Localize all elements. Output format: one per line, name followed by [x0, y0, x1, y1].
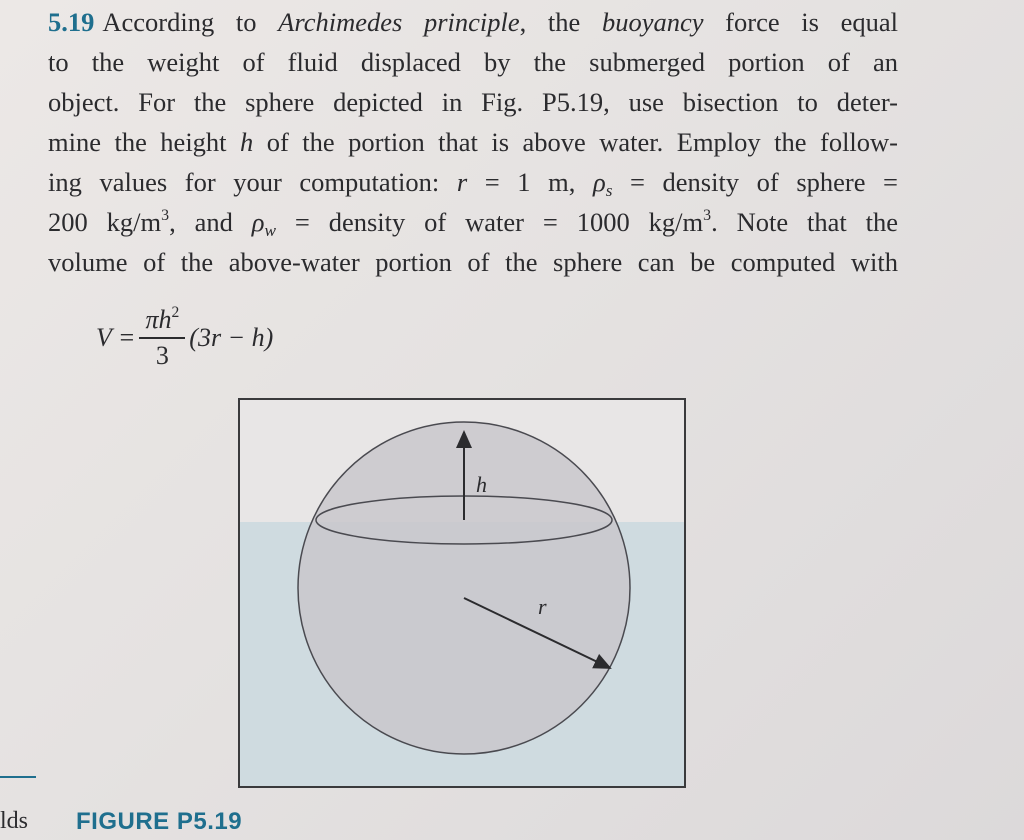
- problem-line-5: [48, 162, 898, 202]
- var-rho: ρ: [592, 167, 606, 197]
- formula-tail: (3r − h): [189, 323, 274, 352]
- sphere-figure: [238, 398, 686, 788]
- volume-formula: [96, 298, 273, 378]
- problem-number: 5.19: [48, 7, 95, 37]
- figure-caption: FIGURE P5.19: [76, 808, 243, 835]
- term-archimedes: Archimedes principle: [278, 7, 520, 37]
- label-h: h: [476, 472, 487, 497]
- text-span: mine the height: [48, 127, 241, 157]
- problem-line-3: object. For the sphere depicted in Fig. P5.19, use bisection to deter-: [48, 87, 898, 117]
- margin-text: lds: [0, 808, 29, 834]
- text-span: = 1 m,: [467, 167, 593, 197]
- text-span: of the portion that is above water. Employ the follow-: [253, 127, 899, 157]
- text-span: , the: [519, 7, 602, 37]
- sphere-diagram: [240, 400, 686, 788]
- numerator-exponent: 2: [171, 304, 180, 322]
- superscript-3: 3: [703, 206, 712, 224]
- problem-line-4: [48, 122, 898, 162]
- problem-line-7: volume of the above-water portion of the sphere can be computed with: [48, 247, 898, 277]
- subscript-s: s: [605, 181, 613, 201]
- numerator-text: πh: [145, 305, 172, 334]
- problem-line-1: [48, 2, 898, 42]
- text-span: , and: [169, 207, 252, 237]
- formula-numerator: [139, 303, 185, 339]
- text-span: ing values for your computation:: [48, 167, 457, 197]
- superscript-3: 3: [161, 206, 170, 224]
- formula-fraction: [139, 303, 185, 373]
- text-span: . Note that the: [711, 207, 898, 237]
- var-h: h: [240, 127, 254, 157]
- formula-denominator: 3: [155, 341, 169, 370]
- text-span: = density of water = 1000 kg/m: [276, 207, 704, 237]
- text-span: force is equal: [703, 7, 898, 37]
- var-rho: ρ: [251, 207, 265, 237]
- text-span: = density of sphere =: [612, 167, 899, 197]
- formula-lhs: V =: [96, 323, 136, 352]
- label-r: r: [538, 594, 547, 619]
- var-r: r: [456, 167, 468, 197]
- term-buoyancy: buoyancy: [601, 7, 704, 37]
- text-span: 200 kg/m: [48, 207, 162, 237]
- subscript-w: w: [264, 221, 276, 241]
- problem-line-6: [48, 202, 898, 242]
- margin-rule: [0, 776, 36, 778]
- text-span: According to: [102, 7, 279, 37]
- problem-text: [48, 2, 898, 282]
- problem-line-2: to the weight of fluid displaced by the submerged portion of an: [48, 47, 898, 77]
